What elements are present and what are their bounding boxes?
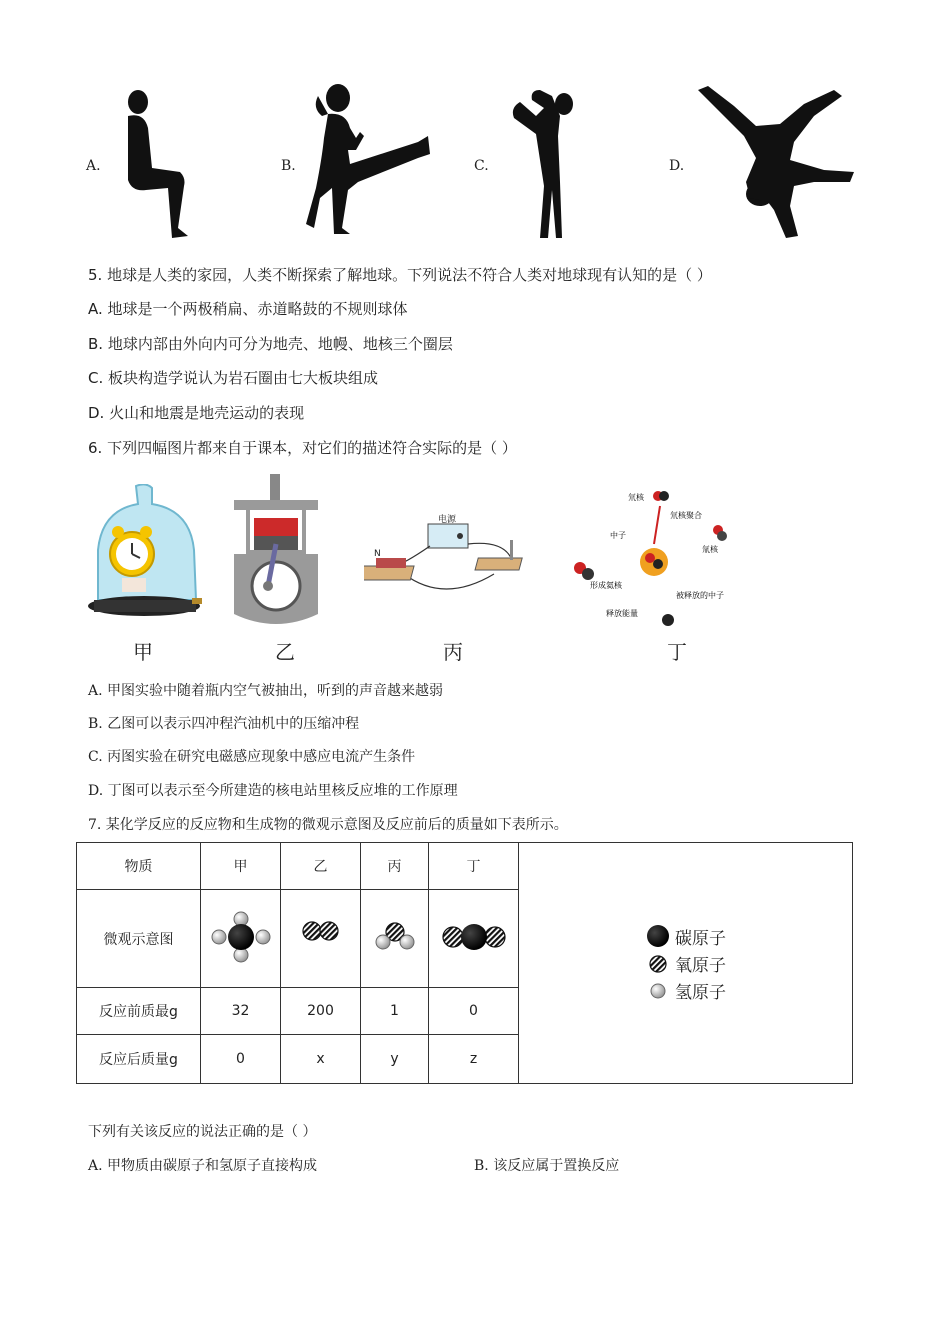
legend-carbon (645, 923, 726, 949)
dancer-silhouette-icon (500, 86, 580, 242)
q7-stem: 7. 某化学反应的反应物和生成物的微观示意图及反应前后的质量如下表所示。 (88, 817, 568, 833)
before-yi: 200 (281, 988, 361, 1035)
q5-option-a[interactable]: A. 地球是一个两极稍扁、赤道略鼓的不规则球体 (88, 300, 408, 318)
after-ding: z (429, 1035, 519, 1084)
q7-table (76, 842, 853, 1084)
helium-label: 形成氦核 (590, 581, 622, 590)
before-ding: 0 (429, 988, 519, 1035)
q6-option-d[interactable]: D. 丁图可以表示至今所建造的核电站里核反应堆的工作原理 (88, 783, 458, 799)
tritium-label: 氚核 (702, 545, 718, 554)
header-ding: 丁 (429, 843, 519, 890)
legend-cell (519, 843, 853, 1084)
q7-question: 下列有关该反应的说法正确的是（ ） (88, 1124, 317, 1140)
header-yi: 乙 (281, 843, 361, 890)
methane-molecule-icon (211, 907, 271, 967)
bell-jar-clock-figure (88, 484, 203, 626)
after-bing: y (361, 1035, 429, 1084)
neutron-label: 中子 (610, 531, 626, 540)
molecule-yi (281, 890, 361, 988)
header-substance: 物质 (77, 843, 201, 890)
figure-caption-yi: 乙 (275, 640, 295, 664)
oxygen-molecule-icon (299, 919, 343, 943)
after-jia: 0 (201, 1035, 281, 1084)
legend-oxygen (645, 951, 726, 976)
q6-option-c[interactable]: C. 丙图实验在研究电磁感应现象中感应电流产生条件 (88, 749, 416, 765)
q7-option-a[interactable]: A. 甲物质由碳原子和氢原子直接构成 (88, 1158, 318, 1174)
q6-stem: 6. 下列四幅图片都来自于课本，对它们的描述符合实际的是（ ） (88, 439, 517, 457)
legend-hydrogen (645, 978, 726, 1003)
molecule-bing (361, 890, 429, 988)
magnet-n-label: N (374, 549, 381, 559)
nuclear-fusion-figure (566, 484, 736, 630)
q7-option-b[interactable]: B. 该反应属于置换反应 (474, 1158, 620, 1174)
legend-carbon-label: 碳原子 (675, 928, 726, 949)
released-neutron-label: 被释放的中子 (676, 591, 724, 600)
energy-label: 释放能量 (606, 609, 638, 618)
kicking-silhouette-icon (298, 78, 433, 238)
q5-stem: 5. 地球是人类的家园，人类不断探索了解地球。下列说法不符合人类对地球现有认知的是（ ） (88, 266, 712, 284)
legend-hydrogen-label: 氢原子 (675, 983, 726, 1003)
legend-oxygen-label: 氧原子 (675, 956, 726, 976)
figure-caption-bing: 丙 (443, 640, 463, 664)
q4-option-a-letter[interactable]: A. (86, 158, 101, 174)
deuterium-label: 氘核 (628, 493, 644, 502)
q6-option-a[interactable]: A. 甲图实验中随着瓶内空气被抽出，听到的声音越来越弱 (88, 683, 444, 699)
after-yi: x (281, 1035, 361, 1084)
engine-cylinder-figure (228, 474, 324, 628)
header-jia: 甲 (201, 843, 281, 890)
atom-legend (645, 921, 726, 1005)
before-jia: 32 (201, 988, 281, 1035)
before-bing: 1 (361, 988, 429, 1035)
power-label: 电源 (438, 515, 457, 525)
electromagnet-circuit-figure (364, 514, 534, 596)
molecule-jia (201, 890, 281, 988)
row-before-label: 反应前质最g (77, 988, 201, 1035)
figure-caption-ding: 丁 (667, 640, 687, 664)
row-diagram-label: 微观示意图 (77, 890, 201, 988)
q4-option-d-letter[interactable]: D. (669, 158, 685, 174)
row-after-label: 反应后质量g (77, 1035, 201, 1084)
fusion-label: 氘核聚合 (670, 511, 702, 520)
header-bing: 丙 (361, 843, 429, 890)
q5-option-d[interactable]: D. 火山和地震是地壳运动的表现 (88, 404, 305, 422)
q4-option-c-letter[interactable]: C. (474, 158, 489, 174)
q5-option-c[interactable]: C. 板块构造学说认为岩石圈由七大板块组成 (88, 369, 379, 387)
molecule-ding (429, 890, 519, 988)
hydrogen-atom-icon (645, 981, 671, 1001)
breakdance-silhouette-icon (694, 86, 854, 242)
sitting-silhouette-icon (110, 88, 190, 240)
carbon-dioxide-molecule-icon (439, 922, 509, 952)
oxygen-atom-icon (645, 953, 671, 975)
q6-option-b[interactable]: B. 乙图可以表示四冲程汽油机中的压缩冲程 (88, 716, 360, 732)
water-molecule-icon (372, 920, 418, 954)
q4-option-b-letter[interactable]: B. (281, 158, 296, 174)
q5-option-b[interactable]: B. 地球内部由外向内可分为地壳、地幔、地核三个圈层 (88, 335, 453, 353)
carbon-atom-icon (645, 923, 671, 949)
figure-caption-jia: 甲 (133, 640, 153, 664)
